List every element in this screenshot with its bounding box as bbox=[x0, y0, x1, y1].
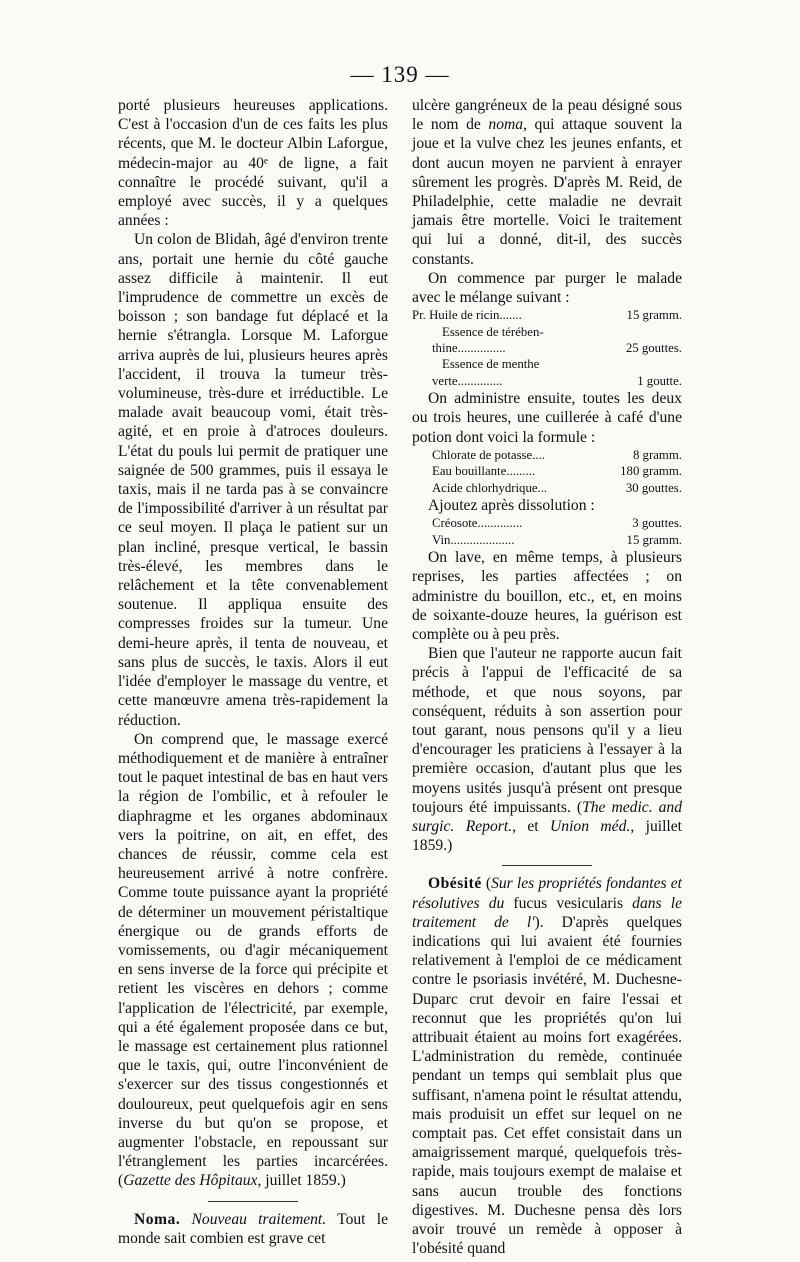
section-divider bbox=[208, 1201, 298, 1202]
paragraph: Ajoutez après dissolution : bbox=[428, 497, 595, 515]
citation: The medic. and surgic. Report. bbox=[412, 798, 682, 835]
paragraph: Noma. Nouveau traitement. Tout le monde sait combien est grave cet bbox=[118, 1210, 388, 1247]
list-item: Essence de térében- bbox=[442, 324, 544, 339]
paragraph: On administre ensuite, toutes les deux ou trois heures, une cuillerée à café d'une potion dont voici la formule : bbox=[412, 390, 682, 446]
prescription-list-2 bbox=[412, 447, 682, 496]
section-heading: Obésité bbox=[428, 875, 482, 893]
list-item: Vin.................... 15 gramm. bbox=[432, 532, 682, 547]
prescription-list-3 bbox=[412, 515, 682, 548]
paragraph: On lave, en même temps, à plusieurs reprises, les parties affectées ; on administre du bouillon, etc., et, en moins de soixante-douze heures, la guérison est complète ou à peu près. bbox=[412, 549, 682, 643]
paragraph: ulcère gangréneux de la peau désigné sous le nom de noma, qui attaque souvent la joue et la vulve chez les jeunes enfants, et dont aucun moyen ne parvient à enrayer sûrement les progrès. D'après M. Reid, de Philadelphie, cette maladie ne devrait jamais être mortelle. Voici le traitement qui lui a donné, dit-il, des succès constants. bbox=[412, 97, 682, 268]
left-column bbox=[118, 96, 388, 1248]
paragraph: Obésité (Sur les propriétés fondantes et résolutives du fucus vesicularis dans le traitement de l'). D'après quelques indications qui lui avaient été fournies relativement à l'emploi de ce médicament contre le psoriasis invétéré, M. Duchesne-Duparc crut devoir en faire l'essai et reconnut que les propriétés qu'on lui attribuait étaient au moins fort exagérées. L'administration du remède, continuée pendant un temps qui semblait plus que suffisant, n'amena point le résultat attendu, mais produisit un effet sur lequel on ne comptait pas. Cet effet consistait dans un amaigrissement marqué, quelquefois très-rapide, mais toujours exempt de malaise et sans aucun trouble des fonctions digestives. M. Duchesne pensa dès lors avoir trouvé un remède à opposer à l'obésité quand bbox=[412, 875, 683, 1258]
citation: Gazette des Hôpitaux bbox=[123, 1172, 258, 1190]
right-column bbox=[412, 96, 682, 1258]
list-item: Créosote.............. 3 gouttes. bbox=[432, 516, 682, 531]
list-item: thine............... 25 gouttes. bbox=[432, 341, 682, 356]
paragraph: On comprend que, le massage exercé méthodiquement et de manière à entraîner tout le paquet intestinal de bas en haut vers la région de l'ombilic, et à refouler le diaphragme et les organes abdominaux vers la poitrine, on ait, en effet, des chances de réussir, comme cela est heureusement arrivé à notre confrère. Comme toute puissance ayant la propriété de déterminer un mouvement péristaltique énergique ou de grands efforts de vomissements, ou d'agir mécaniquement en sens inverse de la force qui précipite et retient les viscères en dehors ; comme l'application de l'électricité, par exemple, qui a été également proposée dans ce but, le massage est certainement plus rationnel que le taxis, qui, outre l'inconvénient de s'exercer sur des tissus congestionnés et douloureux, peut quelquefois agir en sens inverse du but qu'on se propose, et augmenter l'obstacle, en repoussant sur l'étranglement les parties incarcérées. (Gazette des Hôpitaux, juillet 1859.) bbox=[118, 730, 388, 1190]
paragraph: porté plusieurs heureuses applications. C'est à l'occasion d'un de ces faits les plus récents, que M. le docteur Albin Laforgue, médecin-major au 40ᵉ de ligne, a fait connaître le procédé suivant, qu'il a employé avec succès, il y a quelques années : bbox=[118, 97, 388, 230]
section-subtitle: Nouveau traitement. bbox=[191, 1210, 327, 1228]
paragraph: Bien que l'auteur ne rapporte aucun fait précis à l'appui de l'efficacité de sa méthode, et que nous soyons, par conséquent, réduits à son assertion pour tout garant, nous pensons qu'il y a lieu d'encourager les praticiens à l'essayer à la première occasion, d'autant plus que les moyens usités jusqu'à présent ont presque toujours été impuissants. (The medic. and surgic. Report., et Union méd., juillet 1859.) bbox=[412, 645, 682, 855]
list-item: Acide chlorhydrique... 30 gouttes. bbox=[432, 480, 682, 495]
page-number: — 139 — bbox=[350, 62, 450, 87]
list-item: Eau bouillante......... 180 gramm. bbox=[432, 464, 682, 479]
paragraph: On commence par purger le malade avec le mélange suivant : bbox=[412, 269, 682, 307]
list-item: verte.............. 1 goutte. bbox=[432, 373, 682, 388]
prescription-list-1 bbox=[412, 307, 682, 389]
list-item: Pr. Huile de ricin....... 15 gramm. bbox=[412, 308, 682, 323]
section-heading: Noma. bbox=[134, 1210, 181, 1228]
citation: Union méd. bbox=[550, 817, 631, 835]
paragraph: Un colon de Blidah, âgé d'environ trente ans, portait une hernie du côté gauche assez difficile à maintenir. Il eut l'imprudence de commettre un excès de boisson ; son bandage fut déplacé et la hernie s'étrangla. Lorsque M. Laforgue arriva auprès de lui, plusieurs heures après l'accident, il trouva la tumeur très-volumineuse, très-dure et irréductible. Le malade avait beaucoup vomi, était très-agité, et en proie à d'atroces douleurs. L'état du pouls lui permit de pratiquer une saignée de 500 grammes, puis il essaya le taxis, mais il ne tarda pas à se convaincre de l'impossibilité d'arriver à un résultat par ce seul moyen. Il plaça le patient sur un plan incliné, presque vertical, le bassin très-élevé, les membres dans le relâchement et la tête convenablement soutenue. Il appliqua ensuite des compresses froides sur la tumeur. Une demi-heure après, il tenta de nouveau, et sans plus de succès, le taxis. Alors il eut l'idée d'employer le massage du ventre, et cette manœuvre amena très-rapidement la réduction. bbox=[118, 231, 388, 729]
list-item: Chlorate de potasse.... 8 gramm. bbox=[432, 447, 682, 462]
list-item: Essence de menthe bbox=[442, 357, 540, 372]
section-divider bbox=[502, 865, 592, 866]
